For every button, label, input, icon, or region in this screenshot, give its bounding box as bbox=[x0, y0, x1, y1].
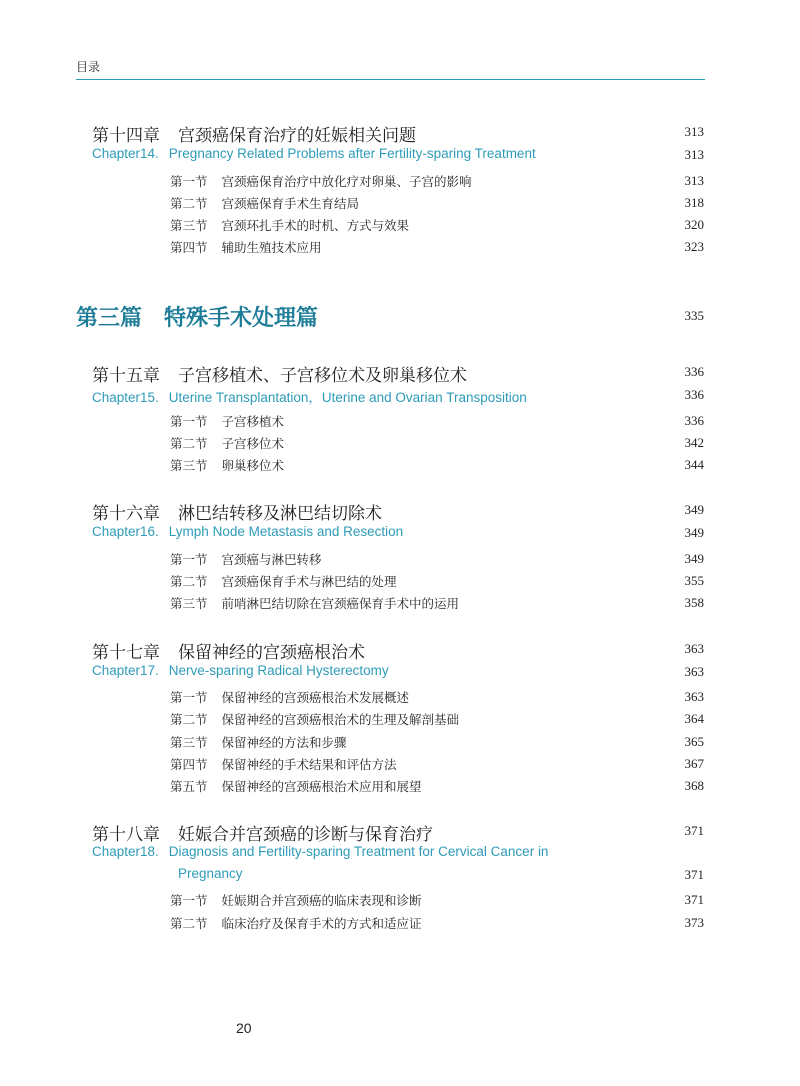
section-number: 第三节 bbox=[170, 735, 208, 750]
chapter-number: 第十八章 bbox=[92, 825, 160, 845]
chapter-number: 第十五章 bbox=[92, 366, 160, 386]
section-number: 第四节 bbox=[170, 240, 208, 255]
header-title: 目录 bbox=[76, 60, 101, 74]
section-title: 保留神经的宫颈癌根治术应用和展望 bbox=[221, 779, 422, 794]
section-entry[interactable] bbox=[170, 914, 422, 932]
chapter-title: 淋巴结转移及淋巴结切除术 bbox=[178, 504, 382, 524]
chapter-18-english-title[interactable] bbox=[92, 844, 548, 859]
section-entry[interactable] bbox=[170, 456, 284, 474]
section-number: 第三节 bbox=[170, 218, 208, 233]
section-page: 323 bbox=[684, 239, 704, 254]
chapter-en-number: Chapter18. bbox=[92, 844, 159, 859]
section-entry[interactable] bbox=[170, 594, 459, 612]
chapter-en-number: Chapter14. bbox=[92, 146, 159, 161]
section-number: 第二节 bbox=[170, 916, 208, 931]
section-page: 313 bbox=[684, 173, 704, 188]
section-title: 宫颈癌与淋巴转移 bbox=[221, 552, 322, 567]
chapter-page: 349 bbox=[684, 502, 704, 517]
section-entry[interactable] bbox=[170, 238, 322, 256]
chapter-en-page: 313 bbox=[684, 147, 704, 162]
section-page: 367 bbox=[684, 756, 704, 771]
part-number: 第三篇 bbox=[76, 306, 143, 331]
chapter-16-english-title[interactable] bbox=[92, 524, 403, 539]
section-title: 宫颈癌保育手术与淋巴结的处理 bbox=[221, 574, 397, 589]
section-title: 宫颈癌保育治疗中放化疗对卵巢、子宫的影响 bbox=[221, 174, 472, 189]
section-number: 第一节 bbox=[170, 414, 208, 429]
chapter-en-title: Pregnancy Related Problems after Fertility-sparing Treatment bbox=[168, 146, 536, 161]
section-title: 保留神经的手术结果和评估方法 bbox=[221, 757, 397, 772]
chapter-en-number: Chapter17. bbox=[92, 663, 159, 678]
chapter-page: 336 bbox=[684, 364, 704, 379]
chapter-number: 第十七章 bbox=[92, 643, 160, 663]
chapter-15-english-title[interactable] bbox=[92, 386, 527, 406]
chapter-title: 宫颈癌保育治疗的妊娠相关问题 bbox=[178, 126, 416, 146]
section-page: 318 bbox=[684, 195, 704, 210]
chapter-title: 妊娠合并宫颈癌的诊断与保育治疗 bbox=[178, 825, 433, 845]
section-page: 368 bbox=[684, 778, 704, 793]
chapter-number: 第十四章 bbox=[92, 126, 160, 146]
page-number: 20 bbox=[236, 1020, 252, 1036]
section-number: 第二节 bbox=[170, 436, 208, 451]
chapter-en-page: 336 bbox=[684, 387, 704, 402]
part-3-title[interactable] bbox=[76, 301, 318, 332]
section-number: 第一节 bbox=[170, 690, 208, 705]
section-entry[interactable] bbox=[170, 733, 347, 751]
section-entry[interactable] bbox=[170, 194, 359, 212]
section-page: 358 bbox=[684, 595, 704, 610]
chapter-en-page: 371 bbox=[684, 867, 704, 882]
section-entry[interactable] bbox=[170, 412, 284, 430]
section-page: 365 bbox=[684, 734, 704, 749]
chapter-page: 363 bbox=[684, 641, 704, 656]
section-page: 355 bbox=[684, 573, 704, 588]
section-page: 371 bbox=[684, 892, 704, 907]
section-page: 344 bbox=[684, 457, 704, 472]
section-page: 364 bbox=[684, 711, 704, 726]
section-entry[interactable] bbox=[170, 216, 409, 234]
chapter-number: 第十六章 bbox=[92, 504, 160, 524]
section-number: 第二节 bbox=[170, 712, 208, 727]
section-entry[interactable] bbox=[170, 891, 422, 909]
chapter-en-title: Uterine Transplantation，Uterine and Ovarian Transposition bbox=[168, 390, 527, 405]
section-title: 辅助生殖技术应用 bbox=[221, 240, 322, 255]
section-title: 宫颈环扎手术的时机、方式与效果 bbox=[221, 218, 410, 233]
chapter-en-number: Chapter15. bbox=[92, 390, 159, 405]
section-entry[interactable] bbox=[170, 434, 284, 452]
chapter-en-title: Diagnosis and Fertility-sparing Treatment for Cervical Cancer in bbox=[168, 844, 549, 859]
chapter-en-number: Chapter16. bbox=[92, 524, 159, 539]
section-title: 保留神经的方法和步骤 bbox=[221, 735, 347, 750]
chapter-en-title-continued[interactable]: Pregnancy bbox=[178, 866, 243, 881]
section-title: 保留神经的宫颈癌根治术的生理及解剖基础 bbox=[221, 712, 460, 727]
chapter-en-title: Lymph Node Metastasis and Resection bbox=[168, 524, 404, 539]
section-page: 349 bbox=[684, 551, 704, 566]
chapter-page: 313 bbox=[684, 124, 704, 139]
section-entry[interactable] bbox=[170, 572, 397, 590]
section-title: 卵巢移位术 bbox=[221, 458, 285, 473]
section-title: 子宫移植术 bbox=[221, 414, 285, 429]
section-page: 342 bbox=[684, 435, 704, 450]
chapter-title: 子宫移植术、子宫移位术及卵巢移位术 bbox=[178, 366, 467, 386]
section-entry[interactable] bbox=[170, 688, 409, 706]
section-number: 第三节 bbox=[170, 458, 208, 473]
header-divider bbox=[76, 79, 705, 80]
section-entry[interactable] bbox=[170, 550, 322, 568]
chapter-18-title[interactable] bbox=[92, 820, 433, 845]
section-title: 保留神经的宫颈癌根治术发展概述 bbox=[221, 690, 410, 705]
section-number: 第二节 bbox=[170, 196, 208, 211]
section-number: 第四节 bbox=[170, 757, 208, 772]
section-number: 第一节 bbox=[170, 552, 208, 567]
chapter-page: 371 bbox=[684, 823, 704, 838]
section-number: 第五节 bbox=[170, 779, 208, 794]
chapter-en-page: 349 bbox=[684, 525, 704, 540]
chapter-en-title: Nerve-sparing Radical Hysterectomy bbox=[168, 663, 389, 678]
section-entry[interactable] bbox=[170, 777, 422, 795]
chapter-14-title[interactable] bbox=[92, 121, 416, 146]
section-number: 第一节 bbox=[170, 174, 208, 189]
chapter-title: 保留神经的宫颈癌根治术 bbox=[178, 643, 365, 663]
section-number: 第二节 bbox=[170, 574, 208, 589]
section-number: 第三节 bbox=[170, 596, 208, 611]
section-page: 320 bbox=[684, 217, 704, 232]
chapter-en-page: 363 bbox=[684, 664, 704, 679]
section-title: 宫颈癌保育手术生育结局 bbox=[221, 196, 360, 211]
part-page: 335 bbox=[684, 308, 704, 323]
section-number: 第一节 bbox=[170, 893, 208, 908]
chapter-16-title[interactable] bbox=[92, 499, 382, 524]
chapter-17-title[interactable] bbox=[92, 638, 365, 663]
chapter-17-english-title[interactable] bbox=[92, 663, 389, 678]
section-title: 妊娠期合并宫颈癌的临床表现和诊断 bbox=[221, 893, 422, 908]
section-page: 373 bbox=[684, 915, 704, 930]
section-entry[interactable] bbox=[170, 172, 472, 190]
section-title: 临床治疗及保育手术的方式和适应证 bbox=[221, 916, 422, 931]
section-page: 363 bbox=[684, 689, 704, 704]
chapter-15-title[interactable] bbox=[92, 361, 467, 386]
section-title: 前哨淋巴结切除在宫颈癌保育手术中的运用 bbox=[221, 596, 460, 611]
section-page: 336 bbox=[684, 413, 704, 428]
part-title: 特殊手术处理篇 bbox=[164, 306, 319, 331]
section-title: 子宫移位术 bbox=[221, 436, 285, 451]
section-entry[interactable] bbox=[170, 710, 459, 728]
section-entry[interactable] bbox=[170, 755, 397, 773]
chapter-14-english-title[interactable] bbox=[92, 146, 536, 161]
